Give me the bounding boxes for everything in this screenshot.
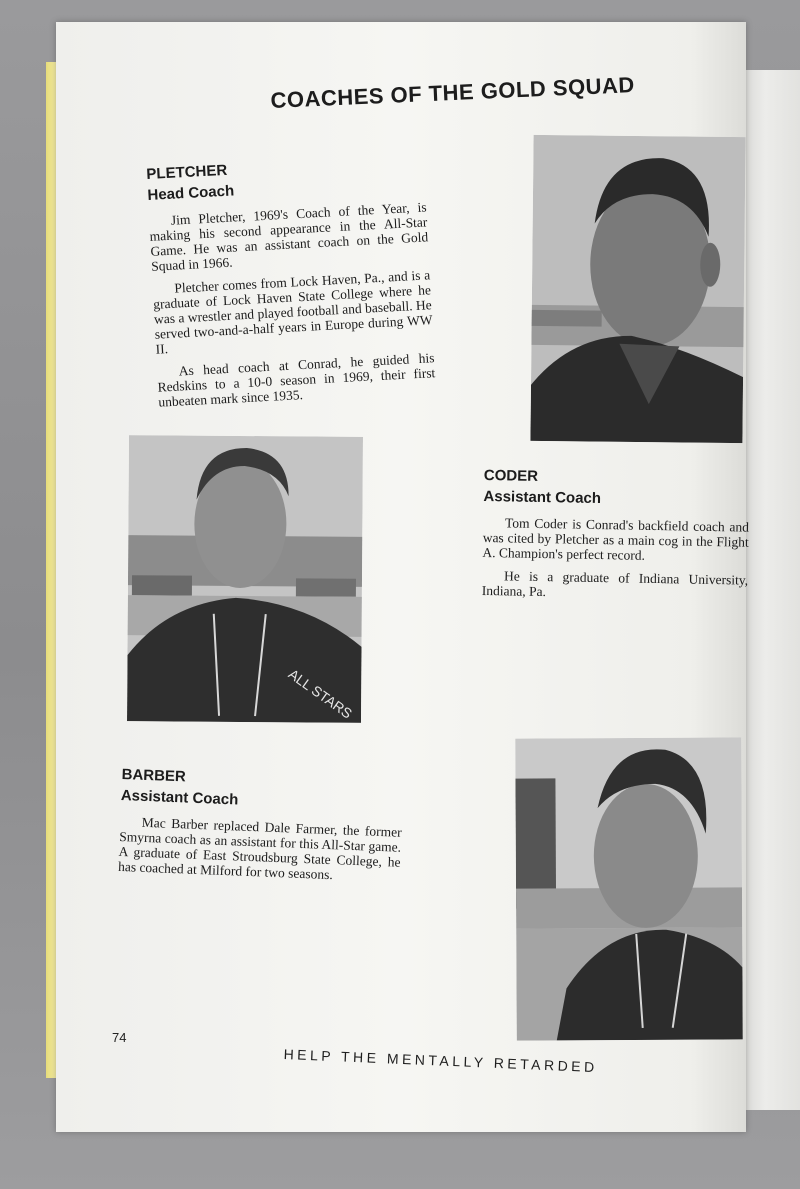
bio-paragraph: He is a graduate of Indiana University, Indiana, Pa. — [481, 568, 749, 600]
bio-paragraph: Mac Barber replaced Dale Farmer, the former Smyrna coach as an assistant for this All-Star game. A graduate of East Stroudsburg State College, he has coached at Milford for two seasons. — [117, 814, 402, 883]
bio-paragraph: Jim Pletcher, 1969's Coach of the Year, is making his second appearance in the All-Star Game. He was an assistant coach on the Gold Squad in 1966. — [149, 199, 429, 274]
coach-role: Assistant Coach — [483, 487, 602, 508]
svg-text:ALL STARS: ALL STARS — [285, 665, 356, 722]
pletcher-photo — [530, 135, 745, 443]
page-title: COACHES OF THE GOLD SQUAD — [270, 72, 636, 113]
bio-paragraph: Tom Coder is Conrad's backfield coach and was cited by Pletcher as a main cog in the Flight A. Champion's perfect record. — [482, 515, 750, 563]
footer-slogan: HELP THE MENTALLY RETARDED — [283, 1046, 599, 1076]
pletcher-section — [146, 151, 437, 417]
adjacent-page-edge — [742, 70, 800, 1110]
coder-photo — [127, 435, 363, 723]
barber-photo — [515, 737, 743, 1040]
bio-paragraph: Pletcher comes from Lock Haven, Pa., and is a graduate of Lock Haven State College where he was a wrestler and played football and baseball. He served two-and-a-half years in Europe during WW II. — [152, 267, 433, 357]
page-number: 74 — [112, 1030, 127, 1045]
coach-name: PLETCHER — [146, 161, 228, 183]
coach-name: BARBER — [121, 766, 187, 786]
coach-role: Assistant Coach — [120, 786, 239, 809]
coach-name: CODER — [483, 467, 539, 485]
coder-section — [482, 467, 750, 611]
coach-role: Head Coach — [147, 182, 235, 204]
bio-paragraph: As head coach at Conrad, he guided his Redskins to a 10-0 season in 1969, their first unbeaten mark since 1935. — [157, 350, 436, 410]
barber-section — [118, 766, 404, 893]
